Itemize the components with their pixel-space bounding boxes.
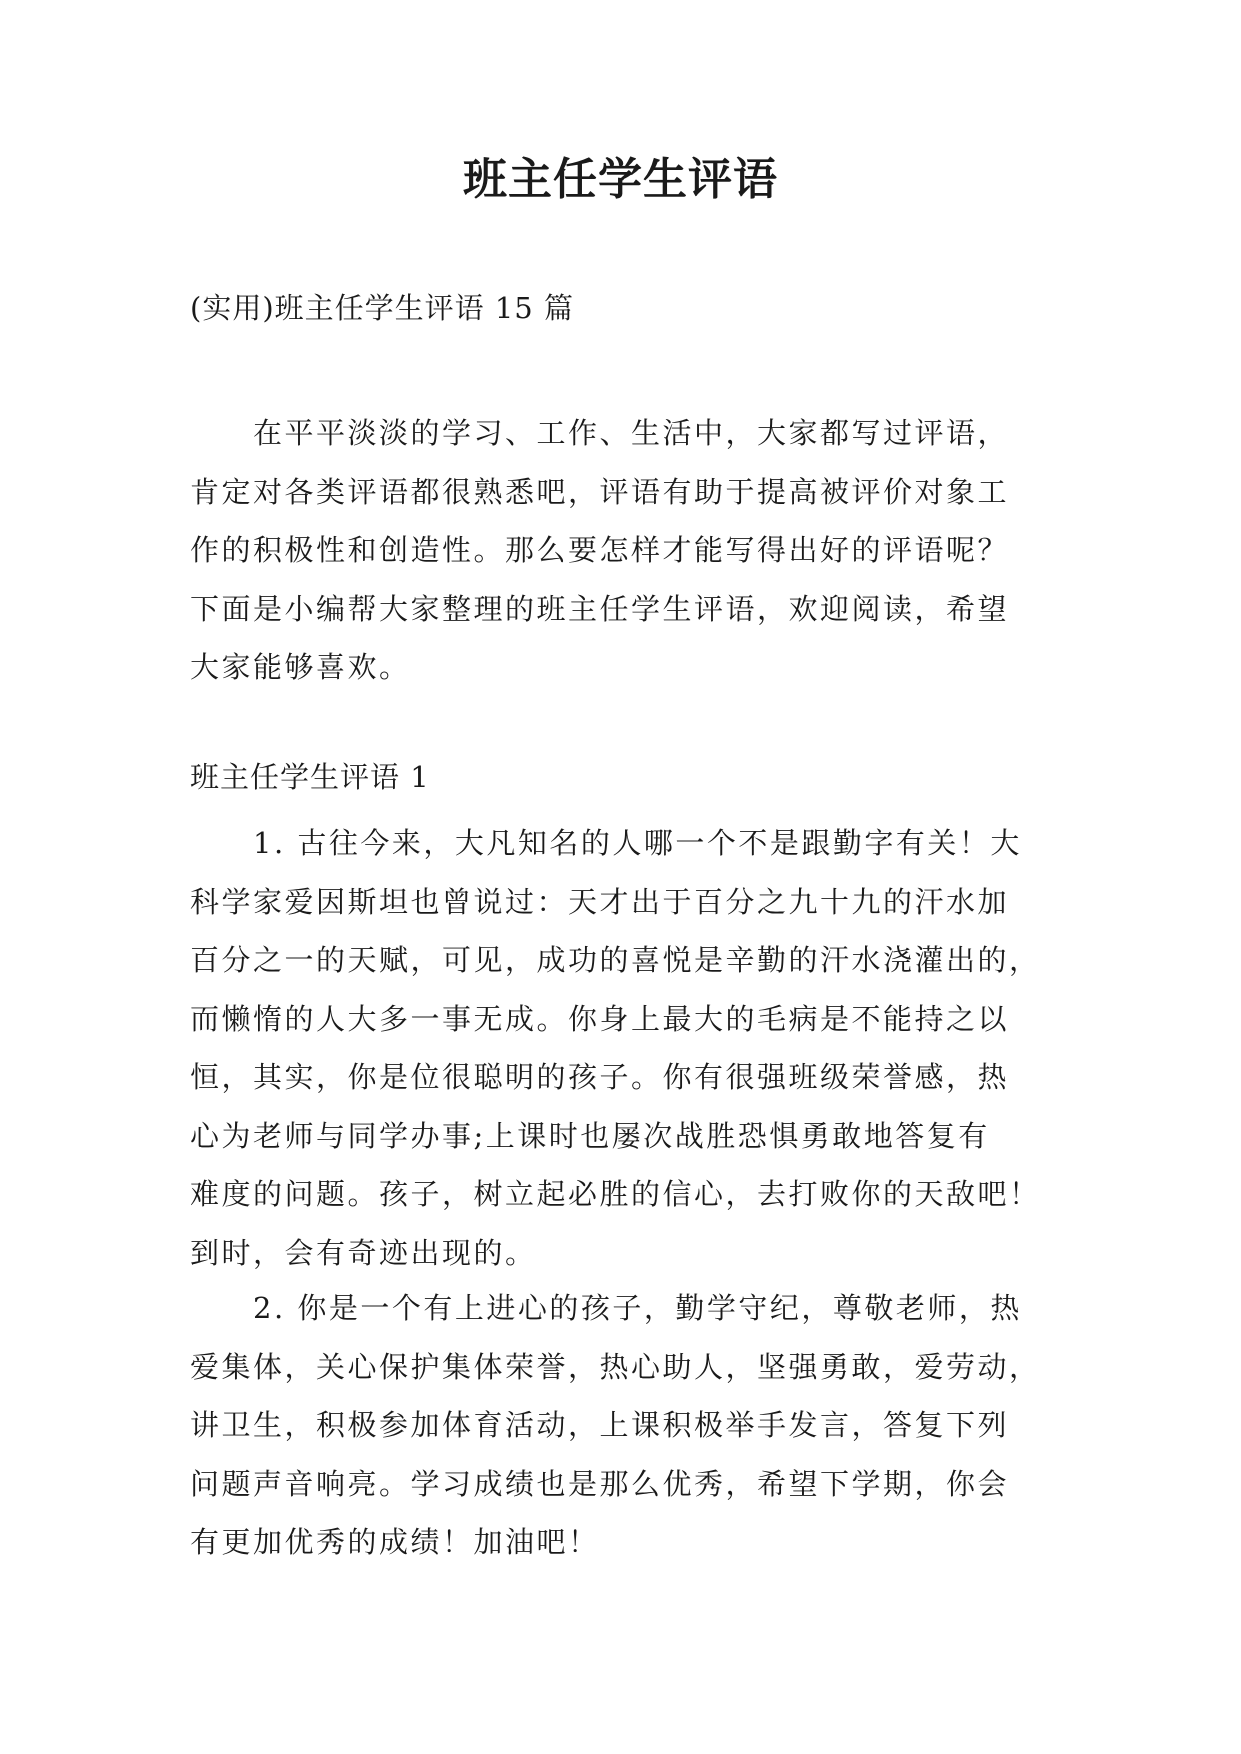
item-line: 心为老师与同学办事;上课时也屡次战胜恐惧勇敢地答复有 <box>190 1118 990 1153</box>
item-line: 难度的问题。孩子，树立起必胜的信心，去打败你的天敌吧！ <box>190 1177 1041 1211</box>
intro-line: 下面是小编帮大家整理的班主任学生评语，欢迎阅读，希望 <box>190 591 1010 626</box>
intro-paragraph <box>190 404 1050 697</box>
comment-item-1 <box>190 814 1050 1282</box>
item-line: 1. 古往今来，大凡知名的人哪一个不是跟勤字有关！大 <box>190 826 1022 860</box>
comment-item-2 <box>190 1279 1050 1572</box>
item-line: 讲卫生，积极参加体育活动，上课积极举手发言，答复下列 <box>190 1408 1010 1442</box>
item-line: 爱集体，关心保护集体荣誉，热心助人，坚强勇敢，爱劳动， <box>190 1349 1041 1384</box>
intro-line: 肯定对各类评语都很熟悉吧，评语有助于提高被评价对象工 <box>190 474 1010 509</box>
intro-line: 在平平淡淡的学习、工作、生活中，大家都写过评语， <box>190 416 1010 450</box>
intro-line: 作的积极性和创造性。那么要怎样才能写得出好的评语呢？ <box>190 533 1010 567</box>
document-title: 班主任学生评语 <box>463 154 778 205</box>
item-line: 到时，会有奇迹出现的。 <box>190 1235 537 1270</box>
item-line: 恒，其实，你是位很聪明的孩子。你有很强班级荣誉感，热 <box>190 1060 1010 1094</box>
item-line: 百分之一的天赋，可见，成功的喜悦是辛勤的汗水浇灌出的， <box>190 943 1041 977</box>
item-line: 问题声音响亮。学习成绩也是那么优秀，希望下学期，你会 <box>190 1466 1010 1501</box>
item-line: 科学家爱因斯坦也曾说过：天才出于百分之九十九的汗水加 <box>190 884 1010 919</box>
item-line: 而懒惰的人大多一事无成。你身上最大的毛病是不能持之以 <box>190 1001 1010 1036</box>
item-line: 2. 你是一个有上进心的孩子，勤学守纪，尊敬老师，热 <box>190 1291 1022 1325</box>
item-line: 有更加优秀的成绩！加油吧！ <box>190 1525 600 1559</box>
section-heading: 班主任学生评语 1 <box>190 760 430 794</box>
document-subtitle: (实用)班主任学生评语 15 篇 <box>190 291 574 325</box>
intro-line: 大家能够喜欢。 <box>190 650 411 684</box>
